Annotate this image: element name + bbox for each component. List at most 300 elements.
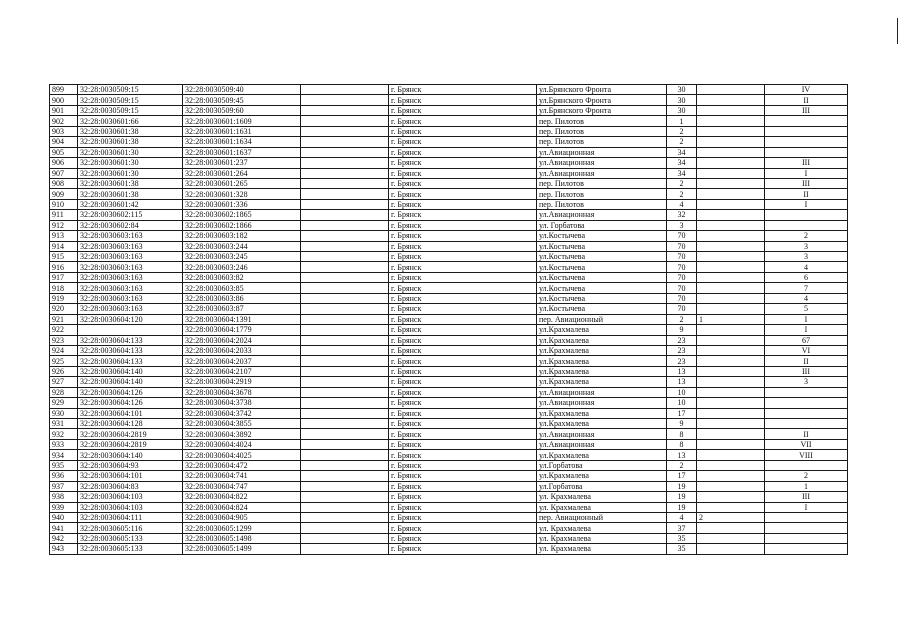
room-number-cell: I — [765, 325, 848, 335]
parent-cadastral-number-cell: 32:28:0030509:15 — [78, 105, 183, 115]
empty-cell-cell — [301, 335, 389, 345]
parent-cadastral-number-cell: 32:28:0030604:111 — [78, 512, 183, 522]
building-number-cell — [697, 158, 765, 168]
street-cell: ул.Авиационная — [537, 168, 667, 178]
parent-cadastral-number-cell: 32:28:0030601:38 — [78, 126, 183, 136]
table-row — [50, 105, 848, 115]
building-number-cell — [697, 231, 765, 241]
table-row — [50, 126, 848, 136]
street-cell: ул.Авиационная — [537, 147, 667, 157]
house-number-cell: 70 — [667, 262, 697, 272]
building-number-cell — [697, 147, 765, 157]
row-number-cell: 909 — [50, 189, 78, 199]
house-number-cell: 2 — [667, 126, 697, 136]
parent-cadastral-number-cell: 32:28:0030509:15 — [78, 95, 183, 105]
parent-cadastral-number-cell: 32:28:0030604:140 — [78, 366, 183, 376]
house-number-cell: 4 — [667, 512, 697, 522]
room-number-cell — [765, 408, 848, 418]
room-number-cell: VI — [765, 345, 848, 355]
cadastral-number-cell: 32:28:0030603:86 — [183, 293, 301, 303]
table-row — [50, 137, 848, 147]
parent-cadastral-number-cell: 32:28:0030604:2819 — [78, 429, 183, 439]
building-number-cell — [697, 220, 765, 230]
row-number-cell: 938 — [50, 492, 78, 502]
building-number-cell — [697, 439, 765, 449]
cadastral-number-cell: 32:28:0030604:2037 — [183, 356, 301, 366]
table-row — [50, 116, 848, 126]
parent-cadastral-number-cell: 32:28:0030601:30 — [78, 168, 183, 178]
room-number-cell: 1 — [765, 481, 848, 491]
street-cell: ул. Крахмалева — [537, 523, 667, 533]
cadastral-number-cell: 32:28:0030601:265 — [183, 178, 301, 188]
table-row — [50, 481, 848, 491]
parent-cadastral-number-cell: 32:28:0030605:116 — [78, 523, 183, 533]
empty-cell-cell — [301, 408, 389, 418]
row-number-cell: 905 — [50, 147, 78, 157]
room-number-cell: 3 — [765, 377, 848, 387]
cadastral-number-cell: 32:28:0030601:1637 — [183, 147, 301, 157]
house-number-cell: 19 — [667, 502, 697, 512]
row-number-cell: 930 — [50, 408, 78, 418]
row-number-cell: 910 — [50, 199, 78, 209]
city-cell: г. Брянск — [389, 481, 537, 491]
street-cell: ул.Крахмалева — [537, 377, 667, 387]
house-number-cell: 70 — [667, 272, 697, 282]
city-cell: г. Брянск — [389, 262, 537, 272]
room-number-cell: 67 — [765, 335, 848, 345]
city-cell: г. Брянск — [389, 85, 537, 95]
room-number-cell: I — [765, 168, 848, 178]
building-number-cell — [697, 95, 765, 105]
house-number-cell: 2 — [667, 137, 697, 147]
building-number-cell — [697, 126, 765, 136]
street-cell: ул.Брянского Фронта — [537, 85, 667, 95]
cadastral-number-cell: 32:28:0030604:747 — [183, 481, 301, 491]
room-number-cell — [765, 387, 848, 397]
house-number-cell: 13 — [667, 450, 697, 460]
house-number-cell: 2 — [667, 460, 697, 470]
table-row — [50, 220, 848, 230]
house-number-cell: 70 — [667, 304, 697, 314]
building-number-cell — [697, 523, 765, 533]
room-number-cell: 7 — [765, 283, 848, 293]
empty-cell-cell — [301, 105, 389, 115]
city-cell: г. Брянск — [389, 272, 537, 282]
empty-cell-cell — [301, 523, 389, 533]
empty-cell-cell — [301, 210, 389, 220]
empty-cell-cell — [301, 460, 389, 470]
room-number-cell: I — [765, 199, 848, 209]
house-number-cell: 70 — [667, 252, 697, 262]
row-number-cell: 931 — [50, 419, 78, 429]
parent-cadastral-number-cell: 32:28:0030605:133 — [78, 544, 183, 554]
room-number-cell — [765, 523, 848, 533]
empty-cell-cell — [301, 356, 389, 366]
street-cell: ул.Авиационная — [537, 439, 667, 449]
building-number-cell — [697, 283, 765, 293]
row-number-cell: 915 — [50, 252, 78, 262]
city-cell: г. Брянск — [389, 439, 537, 449]
room-number-cell: II — [765, 356, 848, 366]
empty-cell-cell — [301, 293, 389, 303]
street-cell: ул.Горбатова — [537, 481, 667, 491]
cadastral-number-cell: 32:28:0030604:2919 — [183, 377, 301, 387]
room-number-cell: II — [765, 95, 848, 105]
cadastral-number-cell: 32:28:0030603:182 — [183, 231, 301, 241]
table-row — [50, 356, 848, 366]
parent-cadastral-number-cell: 32:28:0030604:93 — [78, 460, 183, 470]
parent-cadastral-number-cell: 32:28:0030603:163 — [78, 304, 183, 314]
parent-cadastral-number-cell: 32:28:0030601:38 — [78, 189, 183, 199]
building-number-cell — [697, 460, 765, 470]
cadastral-number-cell: 32:28:0030604:822 — [183, 492, 301, 502]
street-cell: пер. Пилотов — [537, 178, 667, 188]
cadastral-number-cell: 32:28:0030604:741 — [183, 471, 301, 481]
cadastral-number-cell: 32:28:0030603:87 — [183, 304, 301, 314]
cadastral-number-cell: 32:28:0030604:4024 — [183, 439, 301, 449]
parent-cadastral-number-cell: 32:28:0030604:133 — [78, 356, 183, 366]
parent-cadastral-number-cell: 32:28:0030604:128 — [78, 419, 183, 429]
street-cell: ул.Костычева — [537, 293, 667, 303]
street-cell: ул. Крахмалева — [537, 502, 667, 512]
table-row — [50, 398, 848, 408]
table-row — [50, 147, 848, 157]
table-row — [50, 293, 848, 303]
empty-cell-cell — [301, 252, 389, 262]
city-cell: г. Брянск — [389, 345, 537, 355]
house-number-cell: 32 — [667, 210, 697, 220]
parent-cadastral-number-cell: 32:28:0030603:163 — [78, 252, 183, 262]
street-cell: пер. Авиационный — [537, 314, 667, 324]
city-cell: г. Брянск — [389, 502, 537, 512]
row-number-cell: 933 — [50, 439, 78, 449]
table-row — [50, 429, 848, 439]
house-number-cell: 34 — [667, 168, 697, 178]
cadastral-number-cell: 32:28:0030604:2024 — [183, 335, 301, 345]
empty-cell-cell — [301, 189, 389, 199]
city-cell: г. Брянск — [389, 158, 537, 168]
table-row — [50, 325, 848, 335]
house-number-cell: 9 — [667, 419, 697, 429]
street-cell: пер. Пилотов — [537, 116, 667, 126]
city-cell: г. Брянск — [389, 450, 537, 460]
cadastral-number-cell: 32:28:0030601:1631 — [183, 126, 301, 136]
row-number-cell: 918 — [50, 283, 78, 293]
building-number-cell: 2 — [697, 512, 765, 522]
register-table-body — [50, 85, 848, 555]
street-cell: пер. Пилотов — [537, 137, 667, 147]
cadastral-number-cell: 32:28:0030604:3892 — [183, 429, 301, 439]
parent-cadastral-number-cell: 32:28:0030604:126 — [78, 398, 183, 408]
table-row — [50, 252, 848, 262]
city-cell: г. Брянск — [389, 523, 537, 533]
building-number-cell — [697, 189, 765, 199]
city-cell: г. Брянск — [389, 325, 537, 335]
empty-cell-cell — [301, 147, 389, 157]
house-number-cell: 2 — [667, 178, 697, 188]
street-cell: ул.Авиационная — [537, 398, 667, 408]
empty-cell-cell — [301, 471, 389, 481]
row-number-cell: 926 — [50, 366, 78, 376]
parent-cadastral-number-cell: 32:28:0030604:133 — [78, 335, 183, 345]
empty-cell-cell — [301, 116, 389, 126]
cadastral-number-cell: 32:28:0030604:472 — [183, 460, 301, 470]
row-number-cell: 932 — [50, 429, 78, 439]
empty-cell-cell — [301, 398, 389, 408]
parent-cadastral-number-cell: 32:28:0030601:66 — [78, 116, 183, 126]
room-number-cell — [765, 398, 848, 408]
building-number-cell — [697, 293, 765, 303]
cadastral-number-cell: 32:28:0030601:1609 — [183, 116, 301, 126]
empty-cell-cell — [301, 231, 389, 241]
room-number-cell: 4 — [765, 262, 848, 272]
house-number-cell: 10 — [667, 387, 697, 397]
row-number-cell: 912 — [50, 220, 78, 230]
city-cell: г. Брянск — [389, 231, 537, 241]
empty-cell-cell — [301, 450, 389, 460]
table-row — [50, 304, 848, 314]
room-number-cell — [765, 460, 848, 470]
row-number-cell: 914 — [50, 241, 78, 251]
table-row — [50, 377, 848, 387]
parent-cadastral-number-cell: 32:28:0030604:103 — [78, 492, 183, 502]
building-number-cell — [697, 116, 765, 126]
house-number-cell: 8 — [667, 429, 697, 439]
row-number-cell: 924 — [50, 345, 78, 355]
cadastral-number-cell: 32:28:0030603:82 — [183, 272, 301, 282]
street-cell: ул. Крахмалева — [537, 492, 667, 502]
building-number-cell — [697, 377, 765, 387]
row-number-cell: 928 — [50, 387, 78, 397]
parent-cadastral-number-cell: 32:28:0030604:103 — [78, 502, 183, 512]
street-cell: ул.Костычева — [537, 252, 667, 262]
street-cell: ул.Крахмалева — [537, 408, 667, 418]
parent-cadastral-number-cell — [78, 325, 183, 335]
city-cell: г. Брянск — [389, 419, 537, 429]
cadastral-number-cell: 32:28:0030509:60 — [183, 105, 301, 115]
parent-cadastral-number-cell: 32:28:0030603:163 — [78, 231, 183, 241]
building-number-cell — [697, 544, 765, 554]
cadastral-number-cell: 32:28:0030601:237 — [183, 158, 301, 168]
house-number-cell: 35 — [667, 544, 697, 554]
city-cell: г. Брянск — [389, 168, 537, 178]
row-number-cell: 901 — [50, 105, 78, 115]
cadastral-number-cell: 32:28:0030603:245 — [183, 252, 301, 262]
building-number-cell — [697, 450, 765, 460]
table-row — [50, 492, 848, 502]
cadastral-number-cell: 32:28:0030605:1499 — [183, 544, 301, 554]
building-number-cell — [697, 533, 765, 543]
room-number-cell: III — [765, 492, 848, 502]
empty-cell-cell — [301, 95, 389, 105]
parent-cadastral-number-cell: 32:28:0030601:30 — [78, 147, 183, 157]
room-number-cell — [765, 419, 848, 429]
row-number-cell: 943 — [50, 544, 78, 554]
room-number-cell: 3 — [765, 252, 848, 262]
table-row — [50, 512, 848, 522]
empty-cell-cell — [301, 502, 389, 512]
building-number-cell — [697, 335, 765, 345]
house-number-cell: 37 — [667, 523, 697, 533]
row-number-cell: 939 — [50, 502, 78, 512]
city-cell: г. Брянск — [389, 366, 537, 376]
row-number-cell: 927 — [50, 377, 78, 387]
building-number-cell — [697, 325, 765, 335]
parent-cadastral-number-cell: 32:28:0030604:101 — [78, 408, 183, 418]
empty-cell-cell — [301, 481, 389, 491]
house-number-cell: 1 — [667, 116, 697, 126]
house-number-cell: 70 — [667, 283, 697, 293]
table-row — [50, 533, 848, 543]
city-cell: г. Брянск — [389, 252, 537, 262]
cadastral-number-cell: 32:28:0030604:3678 — [183, 387, 301, 397]
building-number-cell — [697, 471, 765, 481]
city-cell: г. Брянск — [389, 147, 537, 157]
parent-cadastral-number-cell: 32:28:0030604:83 — [78, 481, 183, 491]
parent-cadastral-number-cell: 32:28:0030509:15 — [78, 85, 183, 95]
cadastral-number-cell: 32:28:0030602:1866 — [183, 220, 301, 230]
cadastral-number-cell: 32:28:0030604:824 — [183, 502, 301, 512]
city-cell: г. Брянск — [389, 387, 537, 397]
table-row — [50, 419, 848, 429]
parent-cadastral-number-cell: 32:28:0030604:140 — [78, 377, 183, 387]
room-number-cell: 2 — [765, 231, 848, 241]
room-number-cell — [765, 126, 848, 136]
row-number-cell: 899 — [50, 85, 78, 95]
room-number-cell — [765, 512, 848, 522]
cadastral-number-cell: 32:28:0030601:328 — [183, 189, 301, 199]
building-number-cell — [697, 85, 765, 95]
row-number-cell: 937 — [50, 481, 78, 491]
table-row — [50, 523, 848, 533]
house-number-cell: 19 — [667, 492, 697, 502]
city-cell: г. Брянск — [389, 126, 537, 136]
street-cell: ул. Крахмалева — [537, 533, 667, 543]
row-number-cell: 940 — [50, 512, 78, 522]
table-row — [50, 314, 848, 324]
street-cell: ул.Брянского Фронта — [537, 105, 667, 115]
empty-cell-cell — [301, 512, 389, 522]
room-number-cell — [765, 147, 848, 157]
row-number-cell: 942 — [50, 533, 78, 543]
city-cell: г. Брянск — [389, 460, 537, 470]
building-number-cell — [697, 105, 765, 115]
parent-cadastral-number-cell: 32:28:0030604:140 — [78, 450, 183, 460]
street-cell: ул.Крахмалева — [537, 335, 667, 345]
row-number-cell: 904 — [50, 137, 78, 147]
row-number-cell: 917 — [50, 272, 78, 282]
city-cell: г. Брянск — [389, 220, 537, 230]
cadastral-number-cell: 32:28:0030603:244 — [183, 241, 301, 251]
house-number-cell: 13 — [667, 377, 697, 387]
parent-cadastral-number-cell: 32:28:0030603:163 — [78, 262, 183, 272]
cadastral-number-cell: 32:28:0030604:2107 — [183, 366, 301, 376]
building-number-cell — [697, 178, 765, 188]
city-cell: г. Брянск — [389, 178, 537, 188]
row-number-cell: 922 — [50, 325, 78, 335]
building-number-cell — [697, 199, 765, 209]
city-cell: г. Брянск — [389, 116, 537, 126]
parent-cadastral-number-cell: 32:28:0030603:163 — [78, 283, 183, 293]
building-number-cell — [697, 241, 765, 251]
building-number-cell — [697, 262, 765, 272]
building-number-cell — [697, 366, 765, 376]
table-row — [50, 408, 848, 418]
street-cell: пер. Пилотов — [537, 199, 667, 209]
empty-cell-cell — [301, 492, 389, 502]
building-number-cell — [697, 252, 765, 262]
table-row — [50, 439, 848, 449]
street-cell: ул.Костычева — [537, 231, 667, 241]
parent-cadastral-number-cell: 32:28:0030601:38 — [78, 137, 183, 147]
house-number-cell: 30 — [667, 85, 697, 95]
parent-cadastral-number-cell: 32:28:0030604:2819 — [78, 439, 183, 449]
register-table — [49, 84, 848, 555]
house-number-cell: 34 — [667, 158, 697, 168]
room-number-cell: IV — [765, 85, 848, 95]
house-number-cell: 23 — [667, 345, 697, 355]
street-cell: ул. Горбатова — [537, 220, 667, 230]
empty-cell-cell — [301, 168, 389, 178]
parent-cadastral-number-cell: 32:28:0030603:163 — [78, 272, 183, 282]
row-number-cell: 921 — [50, 314, 78, 324]
table-row — [50, 85, 848, 95]
empty-cell-cell — [301, 533, 389, 543]
cadastral-number-cell: 32:28:0030604:2033 — [183, 345, 301, 355]
city-cell: г. Брянск — [389, 293, 537, 303]
row-number-cell: 916 — [50, 262, 78, 272]
room-number-cell: I — [765, 314, 848, 324]
street-cell: ул.Авиационная — [537, 429, 667, 439]
table-row — [50, 241, 848, 251]
row-number-cell: 908 — [50, 178, 78, 188]
cadastral-number-cell: 32:28:0030604:3855 — [183, 419, 301, 429]
city-cell: г. Брянск — [389, 304, 537, 314]
table-row — [50, 366, 848, 376]
cadastral-number-cell: 32:28:0030604:3738 — [183, 398, 301, 408]
empty-cell-cell — [301, 439, 389, 449]
city-cell: г. Брянск — [389, 398, 537, 408]
room-number-cell — [765, 220, 848, 230]
street-cell: ул.Крахмалева — [537, 450, 667, 460]
street-cell: ул.Авиационная — [537, 158, 667, 168]
parent-cadastral-number-cell: 32:28:0030602:115 — [78, 210, 183, 220]
row-number-cell: 925 — [50, 356, 78, 366]
street-cell: ул.Костычева — [537, 262, 667, 272]
empty-cell-cell — [301, 377, 389, 387]
table-row — [50, 502, 848, 512]
empty-cell-cell — [301, 314, 389, 324]
parent-cadastral-number-cell: 32:28:0030603:163 — [78, 293, 183, 303]
row-number-cell: 936 — [50, 471, 78, 481]
room-number-cell — [765, 210, 848, 220]
empty-cell-cell — [301, 220, 389, 230]
room-number-cell: III — [765, 105, 848, 115]
house-number-cell: 23 — [667, 356, 697, 366]
street-cell: ул.Костычева — [537, 272, 667, 282]
street-cell: ул.Крахмалева — [537, 345, 667, 355]
row-number-cell: 934 — [50, 450, 78, 460]
table-row — [50, 335, 848, 345]
parent-cadastral-number-cell: 32:28:0030604:101 — [78, 471, 183, 481]
city-cell: г. Брянск — [389, 335, 537, 345]
cadastral-number-cell: 32:28:0030604:1779 — [183, 325, 301, 335]
city-cell: г. Брянск — [389, 492, 537, 502]
room-number-cell: 3 — [765, 241, 848, 251]
street-cell: ул.Брянского Фронта — [537, 95, 667, 105]
building-number-cell — [697, 345, 765, 355]
city-cell: г. Брянск — [389, 356, 537, 366]
